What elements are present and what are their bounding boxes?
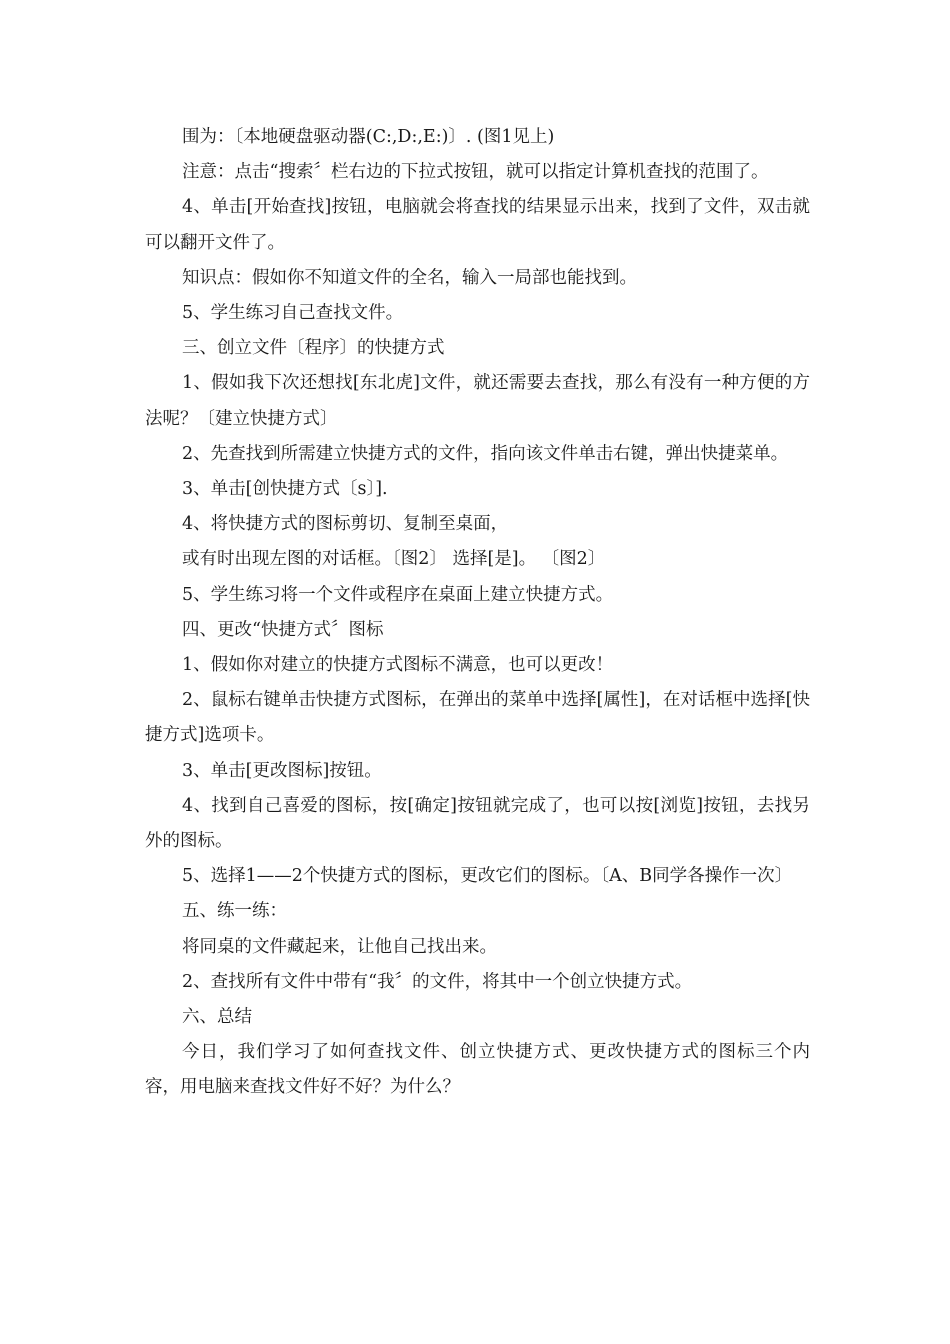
paragraph-shortcut-step-3: 3、单击[创快捷方式〔s〕]. [182, 479, 388, 500]
paragraph-shortcut-step-4: 4、将快捷方式的图标剪切、复制至桌面， [182, 514, 509, 535]
section-heading-4: 四、更改“快捷方式〞图标 [182, 619, 384, 640]
paragraph-search-scope: 围为：〔本地硬盘驱动器(C:,D:,E:)〕. (图1见上) [182, 127, 555, 147]
paragraph-step-4-start-search: 4、单击[开始查找]按钮，电脑就会将查找的结果显示出来，找到了文件，双击就可以翻开文件了。 [145, 197, 810, 253]
paragraph-step-5-practice: 5、学生练习自己查找文件。 [182, 303, 404, 324]
paragraph-shortcut-step-5: 5、学生练习将一个文件或程序在桌面上建立快捷方式。 [182, 584, 614, 605]
paragraph-icon-step-5: 5、选择1——2个快捷方式的图标，更改它们的图标。〔A、B同学各操作一次〕 [182, 866, 793, 887]
paragraph-icon-step-1: 1、假如你对建立的快捷方式图标不满意，也可以更改！ [182, 655, 614, 676]
document-body [145, 120, 810, 1106]
paragraph-icon-step-2: 2、鼠标右键单击快捷方式图标，在弹出的菜单中选择[属性]，在对话框中选择[快捷方式]选项卡。 [145, 690, 810, 746]
paragraph-summary: 今日，我们学习了如何查找文件、创立快捷方式、更改快捷方式的图标三个内容，用电脑来查找文件好不好？为什么？ [145, 1042, 810, 1098]
section-heading-5: 五、练一练： [182, 901, 287, 922]
paragraph-exercise-2: 2、查找所有文件中带有“我〞的文件，将其中一个创立快捷方式。 [182, 971, 693, 992]
paragraph-exercise-1: 将同桌的文件藏起来，让他自己找出来。 [182, 936, 497, 957]
section-heading-6: 六、总结 [182, 1007, 252, 1028]
paragraph-shortcut-step-2: 2、先查找到所需建立快捷方式的文件，指向该文件单击右键，弹出快捷菜单。 [182, 443, 789, 464]
paragraph-icon-step-3: 3、单击[更改图标]按钮。 [182, 760, 382, 781]
paragraph-icon-step-4: 4、找到自己喜爱的图标，按[确定]按钮就完成了，也可以按[浏览]按钮，去找另外的图标。 [145, 795, 810, 852]
paragraph-knowledge-point: 知识点：假如你不知道文件的全名，输入一局部也能找到。 [182, 267, 637, 288]
section-heading-3: 三、创立文件〔程序〕的快捷方式 [182, 338, 445, 359]
paragraph-dialog-note: 或有时出现左图的对话框。〔图2〕 选择[是]。 〔图2〕 [182, 549, 606, 570]
paragraph-note-dropdown: 注意：点击“搜索〞栏右边的下拉式按钮，就可以指定计算机查找的范围了。 [182, 162, 769, 183]
paragraph-shortcut-step-1: 1、假如我下次还想找[东北虎]文件，就还需要去查找，那么有没有一种方便的方法呢？〔建立快捷方式〕 [145, 373, 810, 429]
